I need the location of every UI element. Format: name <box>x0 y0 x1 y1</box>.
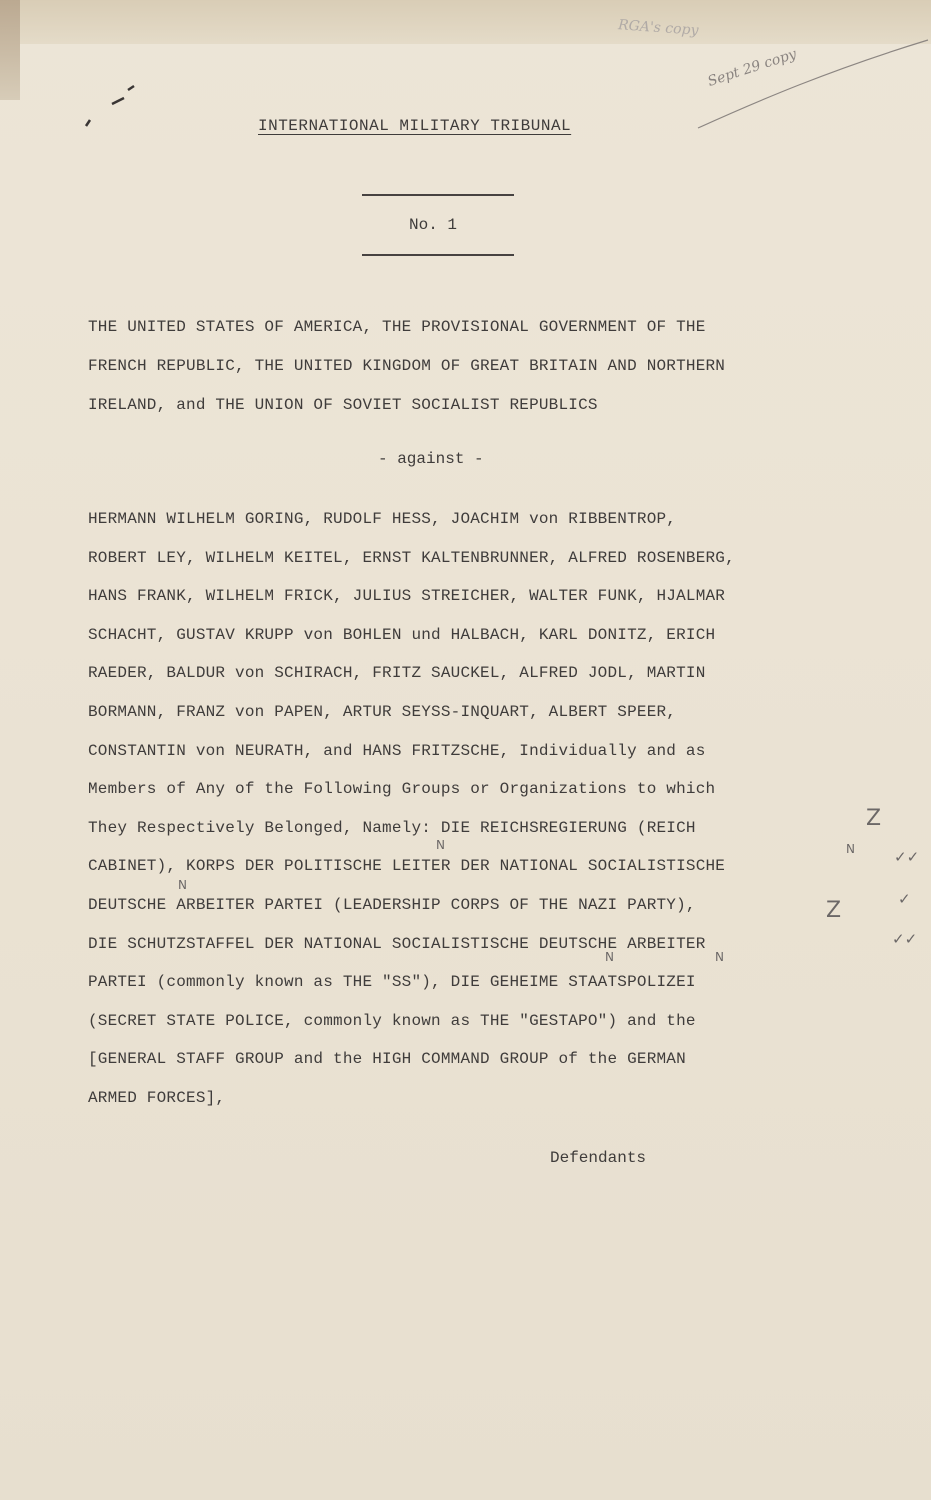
handwritten-note-copy: RGA's copy <box>617 17 699 39</box>
defendants-line: PARTEI (commonly known as THE "SS"), DIE GEHEIME STAATSPOLIZEI <box>88 973 696 992</box>
defendants-line: SCHACHT, GUSTAV KRUPP von BOHLEN und HALBACH, KARL DONITZ, ERICH <box>88 625 716 644</box>
document-title: INTERNATIONAL MILITARY TRIBUNAL <box>258 117 572 135</box>
defendants-line: HERMANN WILHELM GORING, RUDOLF HESS, JOACHIM von RIBBENTROP, <box>88 510 677 528</box>
defendants-line: DEUTSCHE ARBEITER PARTEI (LEADERSHIP CORPS OF THE NAZI PARTY), <box>88 895 696 914</box>
defendants-line: BORMANN, FRANZ von PAPEN, ARTUR SEYSS-INQUART, ALBERT SPEER, <box>88 702 677 721</box>
defendants-line: ROBERT LEY, WILHELM KEITEL, ERNST KALTENBRUNNER, ALFRED ROSENBERG, <box>88 548 735 567</box>
defendants-paragraph <box>88 500 735 1118</box>
defendants-line: ARMED FORCES], <box>88 1088 226 1107</box>
margin-z-mark: Z <box>866 806 882 831</box>
insert-n-mark: N <box>605 950 614 964</box>
defendants-line: [GENERAL STAFF GROUP and the HIGH COMMAND GROUP of the GERMAN <box>88 1050 686 1069</box>
margin-tick-mark: ✓✓ <box>892 930 918 948</box>
margin-tick-mark: ✓ <box>898 890 911 908</box>
insert-n-mark: N <box>178 878 187 892</box>
plaintiffs-line: FRENCH REPUBLIC, THE UNITED KINGDOM OF GREAT BRITAIN AND NORTHERN <box>88 357 726 375</box>
defendants-line: CABINET), KORPS DER POLITISCHE LEITER DER NATIONAL SOCIALISTISCHE <box>88 857 726 876</box>
defendants-label: Defendants <box>550 1149 647 1167</box>
defendants-line: CONSTANTIN von NEURATH, and HANS FRITZSCHE, Individually and as <box>88 741 706 760</box>
insert-n-mark: N <box>846 842 855 856</box>
defendants-line: (SECRET STATE POLICE, commonly known as THE "GESTAPO") and the <box>88 1011 696 1030</box>
handwritten-note-date: Sept 29 copy <box>705 46 799 90</box>
defendants-line: RAEDER, BALDUR von SCHIRACH, FRITZ SAUCKEL, ALFRED JODL, MARTIN <box>88 664 706 683</box>
rule-top <box>362 194 514 196</box>
handwritten-line <box>0 0 931 200</box>
rule-bottom <box>362 254 514 256</box>
defendants-line: Members of Any of the Following Groups or Organizations to which <box>88 780 716 799</box>
insert-n-mark: N <box>436 838 445 852</box>
document-number: No. 1 <box>409 216 458 234</box>
plaintiffs-line: IRELAND, and THE UNION OF SOVIET SOCIALIST REPUBLICS <box>88 396 598 414</box>
margin-tick-mark: ✓✓ <box>894 848 920 866</box>
defendants-line: HANS FRANK, WILHELM FRICK, JULIUS STREICHER, WALTER FUNK, HJALMAR <box>88 587 726 606</box>
plaintiffs-paragraph <box>88 308 725 425</box>
defendants-line: DIE SCHUTZSTAFFEL DER NATIONAL SOCIALISTISCHE DEUTSCHE ARBEITER <box>88 934 706 953</box>
margin-z-mark: Z <box>826 898 842 923</box>
defendants-line: They Respectively Belonged, Namely: DIE REICHSREGIERUNG (REICH <box>88 818 696 837</box>
plaintiffs-line: THE UNITED STATES OF AMERICA, THE PROVISIONAL GOVERNMENT OF THE <box>88 318 706 336</box>
insert-n-mark: N <box>715 950 724 964</box>
against-label: - against - <box>378 450 484 468</box>
